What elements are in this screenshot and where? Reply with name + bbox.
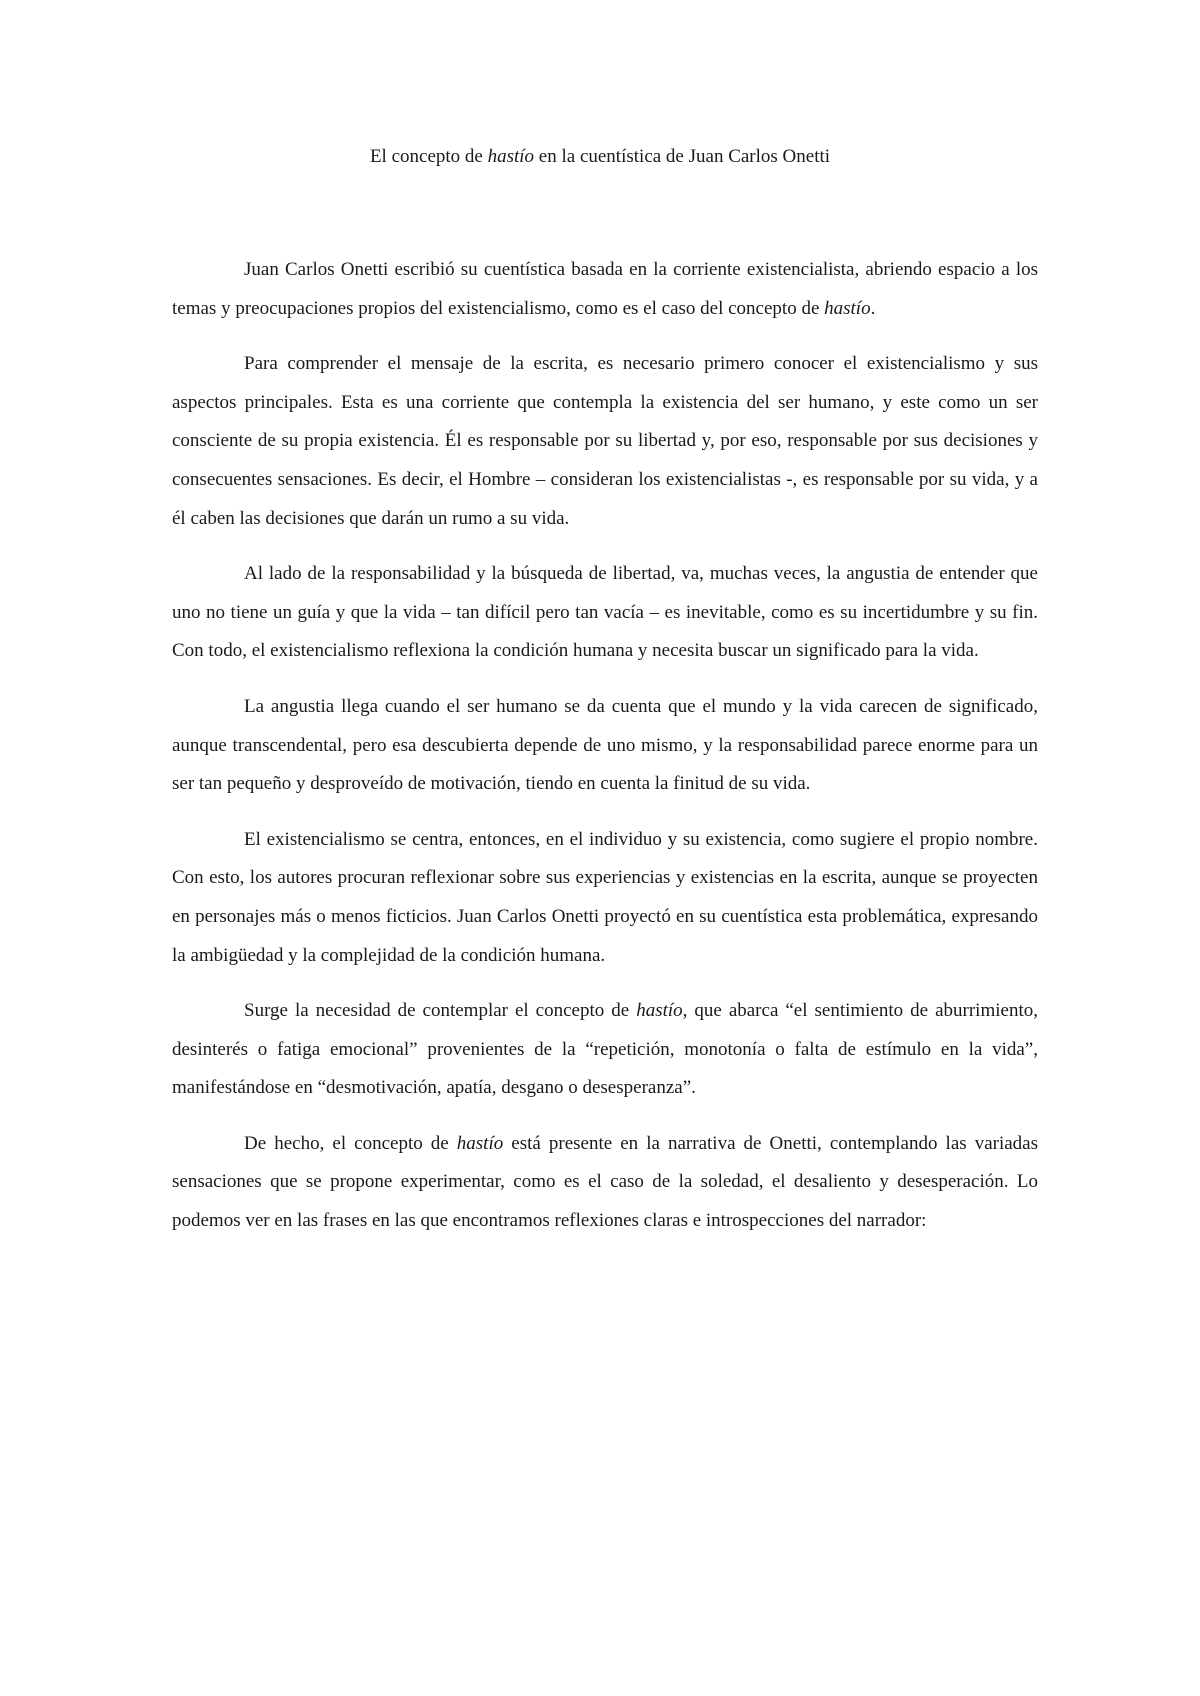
paragraph-text: La angustia llega cuando el ser humano se da cuenta que el mundo y la vida carecen de significado, aunque transcendental, pero esa descubierta depende de uno mismo, y la responsabilidad parece enorme para un ser tan pequeño y desproveído de motivación, tiendo en cuenta la finitud de su vida. xyxy=(172,695,1038,795)
paragraph xyxy=(172,992,1038,1108)
paragraph-text: Para comprender el mensaje de la escrita, es necesario primero conocer el existencialismo y sus aspectos principales. Esta es una corriente que contempla la existencia del ser humano, y este como un ser consciente de su propia existencia. Él es responsable por su libertad y, por eso, responsable por sus decisiones y consecuentes sensaciones. Es decir, el Hombre – consideran los existencialistas -, es responsable por su vida, y a él caben las decisiones que darán un rumo a su vida. xyxy=(172,353,1038,529)
paragraph-text: El existencialismo se centra, entonces, en el individuo y su existencia, como sugiere el propio nombre. Con esto, los autores procuran reflexionar sobre sus experiencias y existencias en la escrita, aunque se proyecten en personajes más o menos ficticios. Juan Carlos Onetti proyectó en su cuentística esta problemática, expresando la ambigüedad y la complejidad de la condición humana. xyxy=(172,828,1038,966)
italic-term: hastío xyxy=(636,1000,683,1022)
paragraph xyxy=(172,345,1038,538)
italic-term: hastío xyxy=(456,1132,504,1154)
italic-term: hastío xyxy=(824,297,871,319)
paragraph xyxy=(172,821,1038,975)
title-italic-term: hastío xyxy=(487,146,535,167)
paragraph xyxy=(172,251,1038,328)
document-body xyxy=(172,251,1038,1241)
title-text: El concepto de xyxy=(369,146,488,167)
paragraph-text: Juan Carlos Onetti escribió su cuentística basada en la corriente existencialista, abriendo espacio a los temas y preocupaciones propios del existencialismo, como es el caso del concepto de xyxy=(172,259,1038,319)
paragraph-text: , que abarca “el sentimiento de aburrimiento, desinterés o fatiga emocional” provenientes de la “repetición, monotonía o falta de estímulo en la vida”, manifestándose en “desmotivación, apatía, desgano o desesperanza”. xyxy=(172,1000,1038,1099)
paragraph-text: De hecho, el concepto de xyxy=(244,1132,457,1154)
paragraph xyxy=(172,688,1038,804)
paragraph xyxy=(172,1125,1038,1241)
paragraph-text: . xyxy=(870,297,876,319)
document-title xyxy=(0,145,1200,169)
paragraph-text: Surge la necesidad de contemplar el concepto de xyxy=(244,1000,637,1022)
paragraph-text: Al lado de la responsabilidad y la búsqueda de libertad, va, muchas veces, la angustia de entender que uno no tiene un guía y que la vida – tan difícil pero tan vacía – es inevitable, como es su incertidumbre y su fin. Con todo, el existencialismo reflexiona la condición humana y necesita buscar un significado para la vida. xyxy=(172,563,1038,662)
title-text: en la cuentística de Juan Carlos Onetti xyxy=(534,146,831,167)
paragraph-text: está presente en la narrativa de Onetti, contemplando las variadas sensaciones que se propone experimentar, como es el caso de la soledad, el desaliento y desesperación. Lo podemos ver en las frases en las que encontramos reflexiones claras e introspecciones del narrador: xyxy=(172,1132,1038,1232)
paragraph xyxy=(172,555,1038,671)
